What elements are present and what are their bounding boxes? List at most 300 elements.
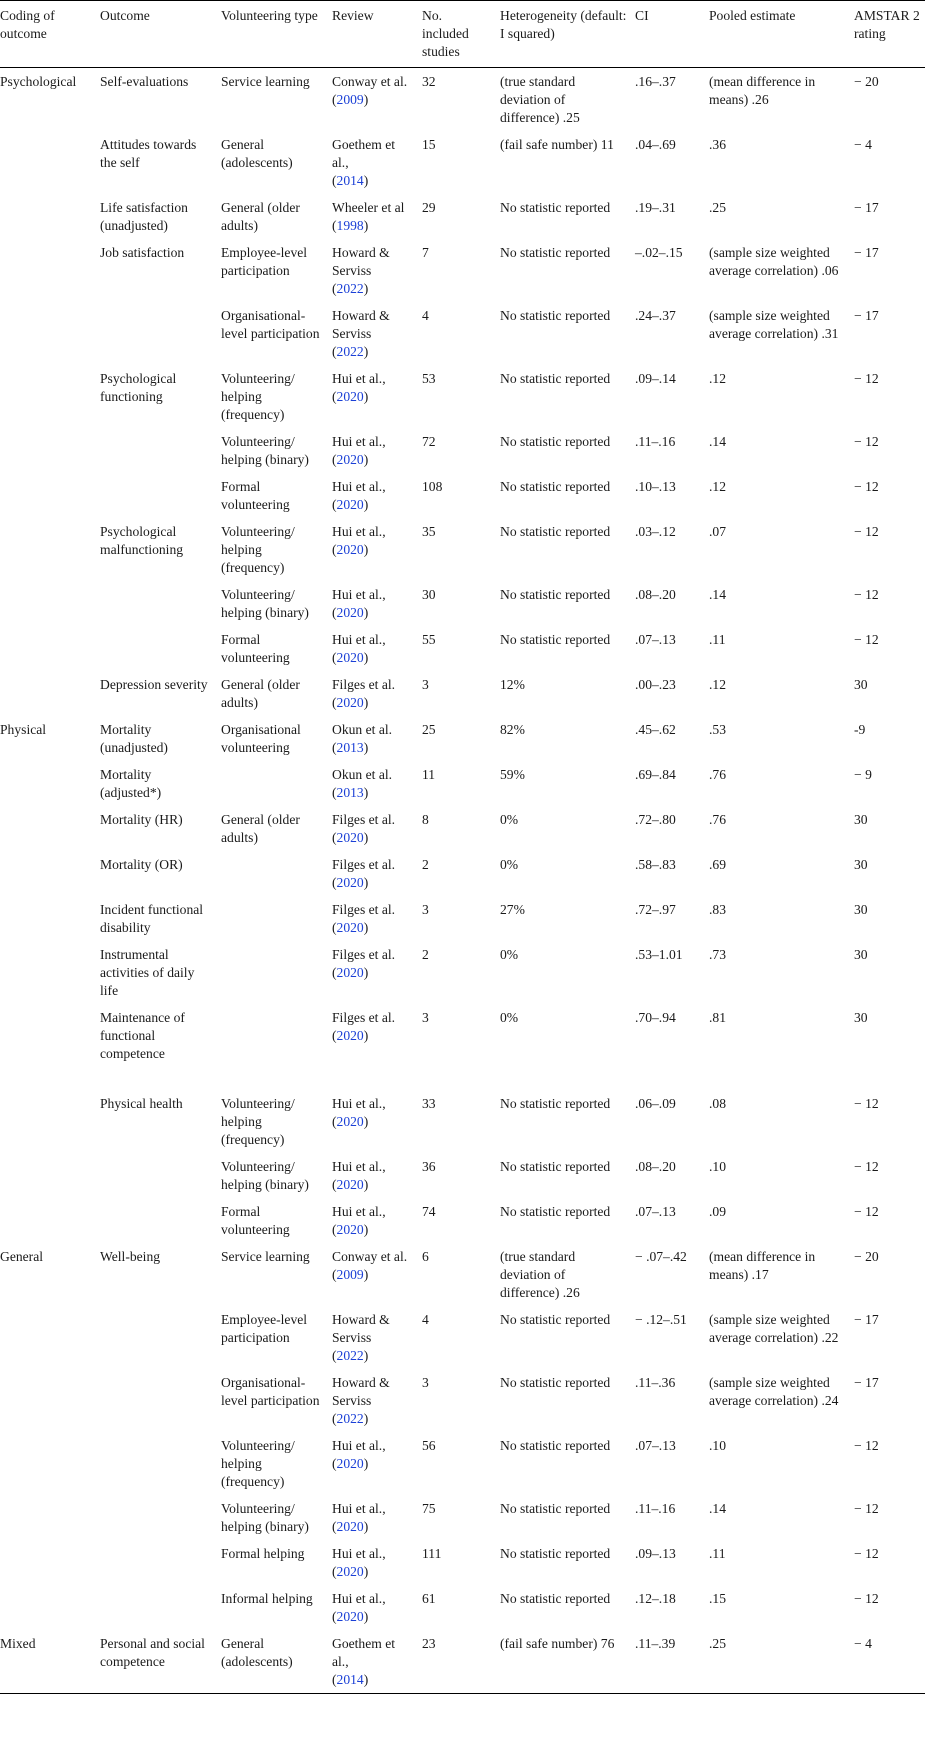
outcome-cell [96,1369,217,1432]
amstar-rating-cell: − 17 [854,1312,879,1327]
heterogeneity-cell: No statistic reported [500,524,611,539]
heterogeneity-cell: No statistic reported [500,1204,611,1219]
review-year-link[interactable]: (2020) [332,1609,369,1624]
ci-cell: .16–.37 [635,74,676,89]
review-cell [328,896,418,941]
review-year-link[interactable]: (2020) [332,830,369,845]
heterogeneity-cell: No statistic reported [500,1312,611,1327]
review-cell [328,806,418,851]
coding-cell [0,131,96,194]
review-year-link[interactable]: (2020) [332,1519,369,1534]
ci-cell: .58–.83 [635,857,676,872]
table-row [0,896,925,941]
study-count-cell: 108 [422,479,443,494]
review-year-link[interactable]: (2022) [332,1348,369,1363]
outcome-cell [96,473,217,518]
heterogeneity-cell: No statistic reported [500,479,611,494]
pooled-estimate-cell: (sample size weighted average correlation) .24 [709,1375,839,1408]
review-author: Hui et al., [332,371,386,386]
review-year-link[interactable]: (2020) [332,452,369,467]
study-count-cell: 4 [422,1312,429,1327]
volunteering-type-cell: Volunteering/ helping (frequency) [221,371,295,422]
volunteering-type-cell: Formal helping [221,1546,305,1561]
amstar-rating-cell: 30 [854,812,868,827]
outcome-cell [96,1432,217,1495]
table-row [0,473,925,518]
table-row [0,365,925,428]
review-cell [328,473,418,518]
citation-link[interactable]: 2022 [336,1411,364,1426]
ci-cell: .72–.80 [635,812,676,827]
study-count-cell: 72 [422,434,436,449]
review-year-link[interactable]: (2022) [332,1411,369,1426]
table-row [0,518,925,581]
outcome-cell: Mortality (HR) [100,812,183,827]
pooled-estimate-cell: .25 [709,1636,726,1651]
review-year-link[interactable]: (2022) [332,344,369,359]
review-author: Filges et al. [332,902,396,917]
citation-link[interactable]: 2020 [336,1114,364,1129]
table-row [0,806,925,851]
citation-link[interactable]: 2020 [336,650,364,665]
review-author: Conway et al. [332,74,408,89]
study-count-cell: 11 [422,767,436,782]
review-cell [328,1585,418,1630]
heterogeneity-cell: No statistic reported [500,1159,611,1174]
heterogeneity-cell: (fail safe number) 76 [500,1636,615,1651]
coding-cell [0,1306,96,1369]
review-author: Howard & Serviss [332,1312,390,1345]
volunteering-type-cell [217,941,328,1004]
table-row [0,1585,925,1630]
outcome-cell: Personal and social competence [100,1636,205,1669]
review-author: Hui et al., [332,1096,386,1111]
coding-cell [0,1432,96,1495]
ci-cell: .19–.31 [635,200,676,215]
table-row [0,626,925,671]
review-author: Hui et al., [332,434,386,449]
citation-link[interactable]: 2020 [336,452,364,467]
study-count-cell: 32 [422,74,436,89]
amstar-rating-cell: − 12 [854,587,879,602]
coding-cell [0,1495,96,1540]
ci-cell: .11–.16 [635,1501,676,1516]
review-author: Hui et al., [332,1159,386,1174]
citation-link[interactable]: 2020 [336,1609,364,1624]
coding-cell [0,1004,96,1067]
study-count-cell: 3 [422,677,429,692]
heterogeneity-cell: No statistic reported [500,308,611,323]
review-cell [328,1306,418,1369]
table-row [0,428,925,473]
ci-cell: .03–.12 [635,524,676,539]
review-year-link[interactable]: (2020) [332,1114,369,1129]
pooled-estimate-cell: .69 [709,857,726,872]
ci-cell: .11–.16 [635,434,676,449]
table-row [0,1495,925,1540]
review-cell [328,1495,418,1540]
pooled-estimate-cell: .12 [709,677,726,692]
outcome-cell: Incident functional disability [100,902,204,935]
pooled-estimate-cell: .73 [709,947,726,962]
coding-cell: Physical [0,722,47,737]
citation-link[interactable]: 2020 [336,1519,364,1534]
amstar-rating-cell: − 4 [854,1636,872,1651]
review-cell [328,428,418,473]
review-cell [328,581,418,626]
review-year-link[interactable]: (2020) [332,1222,369,1237]
volunteering-type-cell: Employee-level participation [221,245,308,278]
coding-cell [0,239,96,302]
study-count-cell: 8 [422,812,429,827]
heterogeneity-cell: No statistic reported [500,1591,611,1606]
ci-cell: − .07–.42 [635,1249,687,1264]
amstar-rating-cell: − 12 [854,1591,879,1606]
citation-link[interactable]: 2020 [336,542,364,557]
pooled-estimate-cell: .12 [709,371,726,386]
volunteering-type-cell: Formal volunteering [221,632,290,665]
pooled-estimate-cell: (sample size weighted average correlation) .31 [709,308,839,341]
amstar-rating-cell: − 12 [854,1096,879,1111]
citation-link[interactable]: 2013 [336,740,364,755]
citation-link[interactable]: 2022 [336,344,364,359]
outcome-cell: Instrumental activities of daily life [100,947,195,998]
ci-cell: .00–.23 [635,677,676,692]
review-cell [328,131,418,194]
outcome-cell [96,1585,217,1630]
coding-cell [0,365,96,428]
citation-link[interactable]: 2020 [336,497,364,512]
ci-cell: .12–.18 [635,1591,676,1606]
review-year-link[interactable]: (2020) [332,1177,369,1192]
review-year-link[interactable]: (2013) [332,740,369,755]
amstar-rating-cell: − 12 [854,371,879,386]
study-count-cell: 75 [422,1501,436,1516]
table-row [0,761,925,806]
amstar-rating-cell: − 12 [854,1438,879,1453]
review-year-link[interactable]: (2020) [332,605,369,620]
review-cell [328,239,418,302]
review-year-link[interactable]: (2020) [332,497,369,512]
review-year-link[interactable]: (2020) [332,1028,369,1043]
pooled-estimate-cell: .25 [709,200,726,215]
amstar-rating-cell: 30 [854,1010,868,1025]
review-author: Hui et al., [332,1546,386,1561]
pooled-estimate-cell: (mean difference in means) .26 [709,74,816,107]
citation-link[interactable]: 2009 [336,1267,364,1282]
amstar-rating-cell: − 17 [854,1375,879,1390]
study-count-cell: 3 [422,1375,429,1390]
citation-link[interactable]: 2014 [336,1672,364,1687]
amstar-rating-cell: − 12 [854,1501,879,1516]
citation-link[interactable]: 2020 [336,830,364,845]
review-author: Hui et al., [332,1204,386,1219]
heterogeneity-cell: No statistic reported [500,1375,611,1390]
review-year-link[interactable]: (2014) [332,173,369,188]
outcome-cell [96,428,217,473]
heterogeneity-cell: 0% [500,947,519,962]
table-row [0,1306,925,1369]
review-author: Howard & Serviss [332,245,390,278]
pooled-estimate-cell: (mean difference in means) .17 [709,1249,816,1282]
table-row [0,1153,925,1198]
table-row [0,1540,925,1585]
citation-link[interactable]: 2020 [336,605,364,620]
review-author: Filges et al. [332,1010,396,1025]
volunteering-type-cell: Organisational volunteering [221,722,301,755]
review-year-link[interactable]: (2020) [332,1564,369,1579]
review-year-link[interactable]: (2014) [332,1672,369,1687]
table-row [0,1432,925,1495]
amstar-rating-cell: 30 [854,902,868,917]
citation-link[interactable]: 2022 [336,281,364,296]
study-count-cell: 4 [422,308,429,323]
outcome-cell [96,302,217,365]
review-author: Hui et al., [332,1591,386,1606]
pooled-estimate-cell: .11 [709,1546,726,1561]
pooled-estimate-cell: .15 [709,1591,726,1606]
review-year-link[interactable]: (2013) [332,785,369,800]
study-count-cell: 55 [422,632,436,647]
study-count-cell: 3 [422,1010,429,1025]
ci-cell: .11–.36 [635,1375,676,1390]
volunteering-type-cell [217,761,328,806]
review-cell [328,302,418,365]
review-cell [328,1198,418,1243]
heterogeneity-cell: (true standard deviation of difference) .25 [500,74,580,125]
review-cell [328,851,418,896]
outcome-cell [96,581,217,626]
citation-link[interactable]: 2020 [336,389,364,404]
pooled-estimate-cell: (sample size weighted average correlation) .22 [709,1312,839,1345]
volunteering-type-cell: General (older adults) [221,677,300,710]
ci-cell: .09–.13 [635,1546,676,1561]
ci-cell: .07–.13 [635,1438,676,1453]
study-count-cell: 30 [422,587,436,602]
heterogeneity-cell: No statistic reported [500,1546,611,1561]
coding-cell [0,194,96,239]
citation-link[interactable]: 2009 [336,92,364,107]
citation-link[interactable]: 2020 [336,920,364,935]
ci-cell: .10–.13 [635,479,676,494]
citation-link[interactable]: 2020 [336,1456,364,1471]
review-year-link[interactable]: (2020) [332,650,369,665]
outcome-cell: Physical health [100,1096,183,1111]
study-count-cell: 56 [422,1438,436,1453]
ci-cell: .04–.69 [635,137,676,152]
coding-cell: General [0,1249,44,1264]
heterogeneity-cell: No statistic reported [500,200,611,215]
table-row [0,1243,925,1306]
heterogeneity-cell: 82% [500,722,525,737]
citation-link[interactable]: 2013 [336,785,364,800]
ci-cell: .06–.09 [635,1096,676,1111]
table-row [0,1198,925,1243]
heterogeneity-cell: No statistic reported [500,632,611,647]
column-header: Review [332,8,374,23]
outcome-cell: Attitudes towards the self [100,137,197,170]
review-cell [328,761,418,806]
ci-cell: .09–.14 [635,371,676,386]
study-count-cell: 111 [422,1546,442,1561]
citation-link[interactable]: 2020 [336,875,364,890]
table-row [0,131,925,194]
heterogeneity-cell: 0% [500,857,519,872]
column-header: Volunteering type [221,8,318,23]
table-row [0,302,925,365]
review-cell [328,1243,418,1306]
amstar-rating-cell: 30 [854,947,868,962]
study-count-cell: 23 [422,1636,436,1651]
amstar-rating-cell: − 4 [854,137,872,152]
header-row [0,1,925,68]
citation-link[interactable]: 2014 [336,173,364,188]
volunteering-type-cell [217,1004,328,1067]
review-cell [328,671,418,716]
coding-cell [0,302,96,365]
table-row [0,239,925,302]
volunteering-type-cell: Organisational-level participation [221,308,320,341]
review-cell [328,716,418,761]
citation-link[interactable]: 1998 [336,218,364,233]
column-header: CI [635,8,649,23]
volunteering-type-cell: General (older adults) [221,200,300,233]
outcome-cell: Well-being [100,1249,161,1264]
outcome-cell [96,626,217,671]
ci-cell: .45–.62 [635,722,676,737]
heterogeneity-cell: 27% [500,902,525,917]
volunteering-type-cell: Volunteering/ helping (frequency) [221,1096,295,1147]
ci-cell: .53–1.01 [635,947,683,962]
pooled-estimate-cell: .76 [709,812,726,827]
outcome-cell: Maintenance of functional competence [100,1010,185,1061]
volunteering-type-cell: General (older adults) [221,812,300,845]
study-count-cell: 35 [422,524,436,539]
review-year-link[interactable]: (2020) [332,389,369,404]
review-author: Hui et al., [332,632,386,647]
heterogeneity-cell: No statistic reported [500,587,611,602]
review-year-link[interactable]: (2009) [332,1267,369,1282]
amstar-rating-cell: − 12 [854,1204,879,1219]
citation-link[interactable]: 2020 [336,1177,364,1192]
ci-cell: .07–.13 [635,1204,676,1219]
volunteering-type-cell: Organisational-level participation [221,1375,320,1408]
review-cell [328,1153,418,1198]
pooled-estimate-cell: .76 [709,767,726,782]
coding-cell [0,851,96,896]
ci-cell: .08–.20 [635,1159,676,1174]
pooled-estimate-cell: .53 [709,722,726,737]
coding-cell: Psychological [0,74,77,89]
coding-cell [0,671,96,716]
review-year-link[interactable]: (2009) [332,92,369,107]
study-count-cell: 33 [422,1096,436,1111]
review-author: Filges et al. [332,812,396,827]
heterogeneity-cell: No statistic reported [500,245,611,260]
study-count-cell: 36 [422,1159,436,1174]
review-cell [328,941,418,1004]
study-count-cell: 25 [422,722,436,737]
heterogeneity-cell: No statistic reported [500,1096,611,1111]
table-row [0,1369,925,1432]
coding-cell [0,941,96,1004]
coding-cell [0,428,96,473]
review-year-link[interactable]: (2020) [332,875,369,890]
review-year-link[interactable]: (1998) [332,218,369,233]
table-body [0,68,925,1694]
review-year-link[interactable]: (2022) [332,281,369,296]
volunteering-type-cell [217,896,328,941]
review-year-link[interactable]: (2020) [332,920,369,935]
review-cell [328,1067,418,1153]
review-year-link[interactable]: (2020) [332,1456,369,1471]
citation-link[interactable]: 2022 [336,1348,364,1363]
coding-cell [0,1585,96,1630]
ci-cell: –.02–.15 [635,245,683,260]
citation-link[interactable]: 2020 [336,1222,364,1237]
column-header: Heterogeneity (default: I squared) [500,8,627,41]
citation-link[interactable]: 2020 [336,1564,364,1579]
volunteering-type-cell: Employee-level participation [221,1312,308,1345]
review-year-link[interactable]: (2020) [332,965,369,980]
outcome-cell [96,1540,217,1585]
volunteering-type-cell [217,851,328,896]
citation-link[interactable]: 2020 [336,695,364,710]
ci-cell: .70–.94 [635,1010,676,1025]
volunteering-type-cell: Volunteering/ helping (frequency) [221,1438,295,1489]
heterogeneity-cell: (fail safe number) 11 [500,137,614,152]
outcome-cell [96,1495,217,1540]
heterogeneity-cell: (true standard deviation of difference) .26 [500,1249,580,1300]
heterogeneity-cell: 0% [500,1010,519,1025]
study-count-cell: 2 [422,947,429,962]
review-year-link[interactable]: (2020) [332,542,369,557]
ci-cell: .69–.84 [635,767,676,782]
coding-cell: Mixed [0,1636,36,1651]
volunteering-type-cell: Formal volunteering [221,1204,290,1237]
amstar-rating-cell: − 12 [854,1546,879,1561]
heterogeneity-cell: 59% [500,767,525,782]
citation-link[interactable]: 2020 [336,1028,364,1043]
pooled-estimate-cell: .11 [709,632,726,647]
review-cell [328,1540,418,1585]
pooled-estimate-cell: .07 [709,524,726,539]
volunteering-type-cell: General (adolescents) [221,1636,293,1669]
pooled-estimate-cell: .36 [709,137,726,152]
heterogeneity-cell: No statistic reported [500,1501,611,1516]
review-author: Filges et al. [332,857,396,872]
study-count-cell: 15 [422,137,436,152]
volunteering-type-cell: General (adolescents) [221,137,293,170]
coding-cell [0,1198,96,1243]
review-cell [328,1369,418,1432]
heterogeneity-cell: No statistic reported [500,371,611,386]
amstar-rating-cell: 30 [854,677,868,692]
pooled-estimate-cell: .12 [709,479,726,494]
amstar-rating-cell: − 17 [854,308,879,323]
study-count-cell: 61 [422,1591,436,1606]
ci-cell: .24–.37 [635,308,676,323]
volunteering-type-cell: Volunteering/ helping (binary) [221,434,309,467]
outcome-cell: Depression severity [100,677,208,692]
table-row [0,1067,925,1153]
heterogeneity-cell: 0% [500,812,519,827]
citation-link[interactable]: 2020 [336,965,364,980]
amstar-rating-cell: − 17 [854,200,879,215]
review-year-link[interactable]: (2020) [332,695,369,710]
review-author: Hui et al., [332,587,386,602]
column-header: Coding of outcome [0,8,55,41]
